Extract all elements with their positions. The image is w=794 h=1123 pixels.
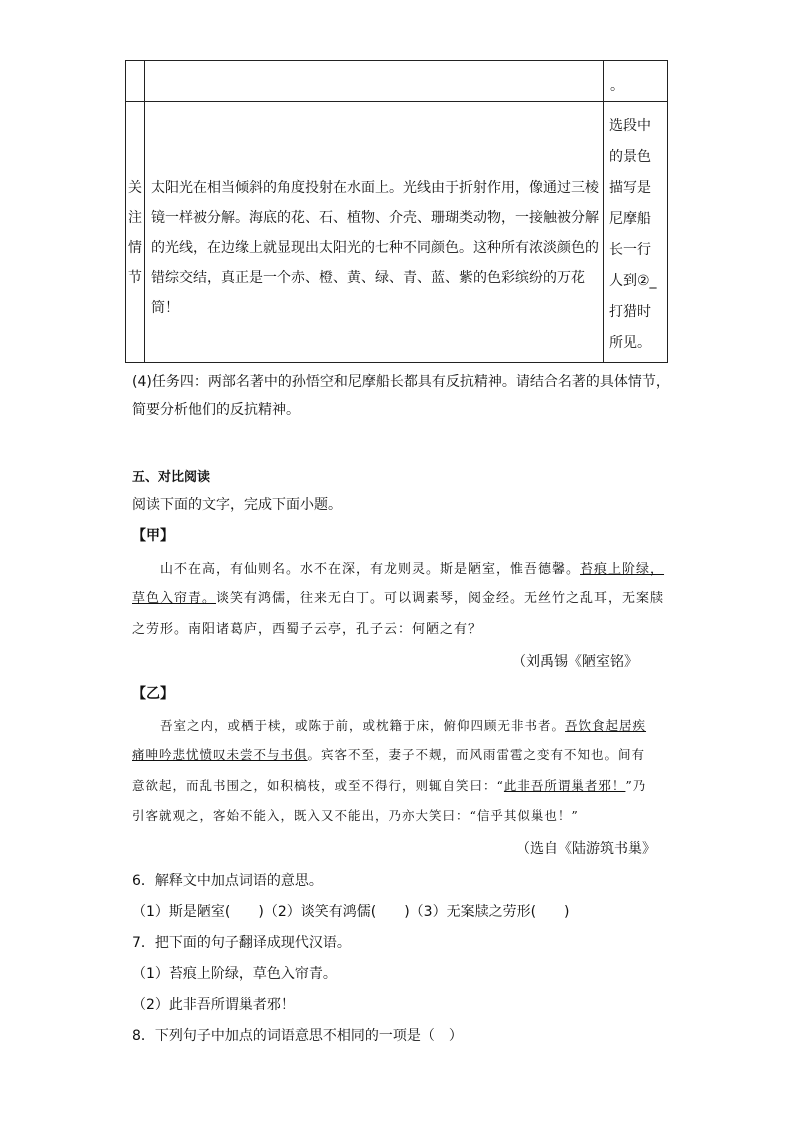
passage-text: 吾室之内，或栖于椟，或陈于前，或枕籍于床，俯仰四顾无非书者。: [160, 718, 566, 733]
side-char: 关: [128, 180, 142, 196]
passage-yi-line: 引客就观之，客始不能入，既入又不能出，乃亦大笑曰：“信乎其似巢也！”: [132, 808, 579, 823]
passage-yi-line: [160, 716, 646, 734]
passage-source: （选自《陆游筑书巢》: [516, 841, 656, 857]
right-line: 选段中: [609, 118, 651, 134]
passage-text: 谈笑有鸿儒，往来无白丁。可以调素琴，阅金经。无丝竹之乱耳，无案牍: [216, 591, 665, 606]
section-title: 五、对比阅读: [132, 470, 211, 485]
row1-right-cell: 。: [610, 78, 624, 94]
passage-text: 山不在高，有仙则名。水不在深，有龙则灵。斯是陋室，惟吾德馨。: [160, 562, 581, 577]
right-line: 的景色: [609, 149, 651, 165]
passage-yi-line: [132, 776, 646, 794]
table-divider: [144, 61, 145, 362]
content-line: 的光线，在边缘上就显现出太阳光的七种不同颜色。这种所有浓淡颜色的: [151, 240, 599, 256]
question-6: 6．解释文中加点词语的意思。: [132, 873, 323, 889]
question-6-items: （1）斯是陋室( )（2）谈笑有鸿儒( )（3）无案牍之劳形( ): [132, 904, 570, 920]
content-line: 太阳光在相当倾斜的角度投射在水面上。光线由于折射作用，像通过三棱: [151, 180, 599, 196]
right-line: 描写是: [609, 180, 651, 196]
question-7: 7．把下面的句子翻译成现代汉语。: [132, 935, 351, 951]
right-line: 打猎时: [609, 304, 651, 320]
table-content-text: [151, 173, 603, 323]
right-line: 尼摩船: [609, 211, 651, 227]
passage-source: （刘禹锡《陋室铭》: [512, 654, 638, 670]
passage-label-jia: 【甲】: [132, 528, 174, 544]
passage-text: 。宾客不至，妻子不觌，而风雨雷雹之变有不知也。间有: [307, 747, 646, 762]
table-divider: [603, 61, 604, 362]
task4-question: [132, 368, 672, 424]
underlined-phrase: 此非吾所谓巢者邪！: [503, 778, 626, 793]
underlined-phrase: 吾饮食起居疾: [565, 718, 647, 733]
question-7-item: （1）苔痕上阶绿，草色入帘青。: [132, 966, 337, 982]
content-line: 镜一样被分解。海底的花、石、植物、介壳、珊瑚类动物，一接触被分解: [151, 210, 599, 226]
passage-jia-line: [160, 558, 680, 577]
passage-text: ”乃: [625, 778, 647, 793]
right-line: 人到②_: [609, 273, 657, 289]
instruction-text: 阅读下面的文字，完成下面小题。: [132, 497, 342, 513]
right-line: 所见。: [609, 335, 651, 351]
underlined-phrase: 草色入帘青。: [132, 591, 217, 606]
side-char: 情: [128, 240, 142, 256]
underlined-phrase: 痛呻吟悲忧愤叹未尝不与书俱: [132, 747, 308, 762]
task4-line: 简要分析他们的反抗精神。: [132, 402, 300, 418]
table-divider: [126, 101, 667, 102]
info-table: [125, 60, 668, 363]
question-8: 8．下列句子中加点的词语意思不相同的一项是（ ）: [132, 1028, 463, 1044]
table-right-text: [609, 111, 667, 359]
content-line: 错综交结，真正是一个赤、橙、黄、绿、青、蓝、紫的色彩缤纷的万花筒！: [151, 270, 585, 316]
question-7-item: （2）此非吾所谓巢者邪！: [132, 997, 295, 1013]
passage-jia-line: 之劳形。南阳诸葛庐，西蜀子云亭，孔子云：何陋之有？: [132, 622, 483, 637]
right-line: 长一行: [609, 242, 651, 258]
side-char: 节: [128, 270, 142, 286]
underlined-phrase: 苔痕上阶绿，: [580, 562, 665, 577]
passage-yi-line: [132, 745, 645, 763]
side-char: 注: [128, 210, 142, 226]
passage-label-yi: 【乙】: [132, 686, 174, 702]
task4-line: (4)任务四：两部名著中的孙悟空和尼摩船长都具有反抗精神。请结合名著的具体情节，: [132, 374, 670, 390]
passage-text: 意欲起，而乱书围之，如积槁枝，或至不得行，则辄自笑曰：“: [132, 778, 504, 793]
passage-jia-line: [132, 587, 672, 606]
